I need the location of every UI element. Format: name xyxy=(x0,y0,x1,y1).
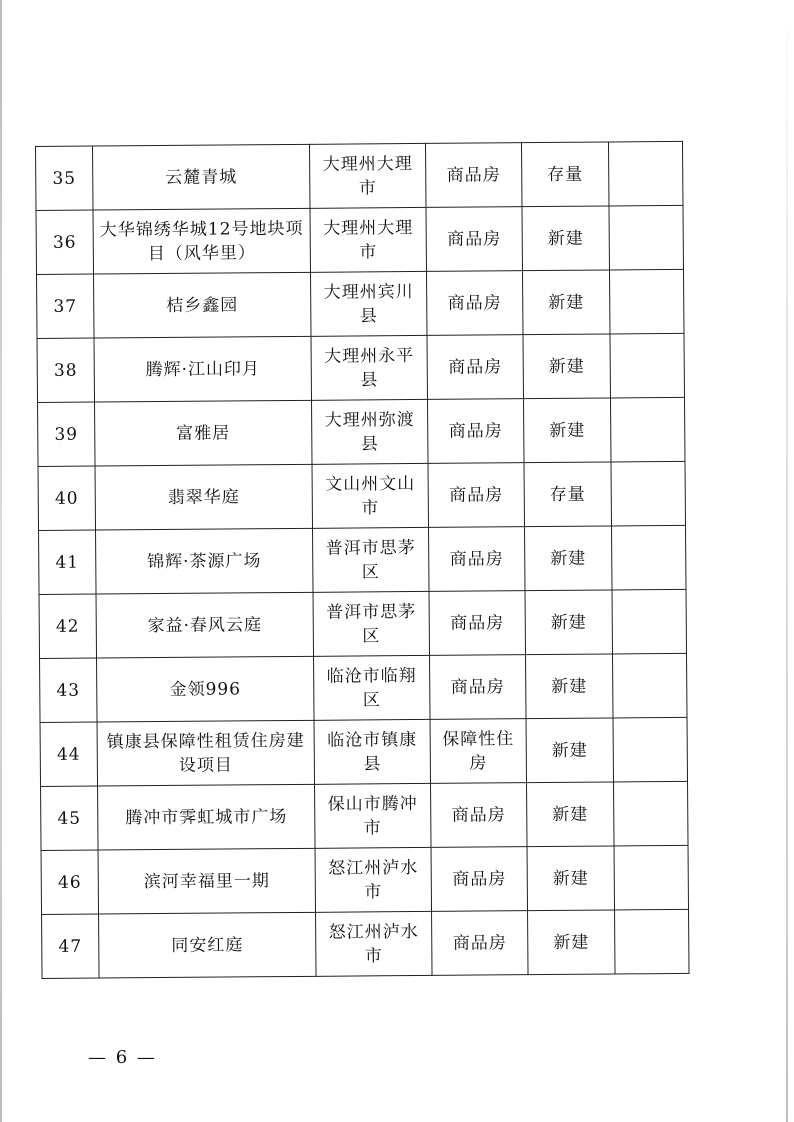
location-cell: 临沧市临翔区 xyxy=(314,655,430,720)
table-body xyxy=(36,141,690,978)
status-cell: 新建 xyxy=(527,782,614,847)
housing-type-cell: 商品房 xyxy=(425,143,521,208)
project-name-cell: 桔乡鑫园 xyxy=(94,272,311,338)
table-row xyxy=(36,141,683,210)
project-name-cell: 腾辉·江山印月 xyxy=(94,336,311,402)
row-number-cell: 42 xyxy=(39,594,97,658)
location-cell: 怒江州泸水市 xyxy=(316,911,432,976)
table-row xyxy=(40,717,687,786)
status-cell: 存量 xyxy=(521,142,608,207)
location-cell: 大理州大理市 xyxy=(310,207,426,272)
note-cell xyxy=(611,461,686,526)
status-cell: 新建 xyxy=(526,718,614,783)
note-cell xyxy=(609,269,684,334)
housing-type-cell: 商品房 xyxy=(431,847,527,912)
project-name-cell: 翡翠华庭 xyxy=(95,464,312,530)
note-cell xyxy=(614,781,689,846)
note-cell xyxy=(613,717,688,782)
location-cell: 临沧市镇康县 xyxy=(314,719,430,784)
table-row xyxy=(40,653,687,722)
location-cell: 大理州弥渡县 xyxy=(312,399,428,464)
status-cell: 新建 xyxy=(525,526,612,591)
location-cell: 大理州大理市 xyxy=(309,143,425,208)
housing-type-cell: 商品房 xyxy=(426,207,522,272)
housing-type-cell: 商品房 xyxy=(429,527,525,592)
location-cell: 保山市腾冲市 xyxy=(315,783,431,848)
project-name-cell: 云麓青城 xyxy=(93,144,310,210)
location-cell: 文山州文山市 xyxy=(312,463,428,528)
note-cell xyxy=(612,589,687,654)
row-number-cell: 47 xyxy=(42,914,100,978)
location-cell: 怒江州泸水市 xyxy=(315,847,431,912)
table-row xyxy=(41,781,688,850)
table-row xyxy=(41,845,688,914)
table-row xyxy=(42,909,689,978)
note-cell xyxy=(609,205,684,270)
status-cell: 新建 xyxy=(522,206,609,271)
status-cell: 新建 xyxy=(527,846,614,911)
page-number: — 6 — xyxy=(88,1047,157,1068)
location-cell: 大理州宾川县 xyxy=(311,271,427,336)
project-name-cell: 金领996 xyxy=(97,656,314,722)
note-cell xyxy=(614,845,689,910)
note-cell xyxy=(610,333,685,398)
note-cell xyxy=(610,397,685,462)
scan-left-edge xyxy=(0,0,2,1122)
housing-type-cell: 商品房 xyxy=(428,463,524,528)
row-number-cell: 46 xyxy=(41,850,99,914)
project-name-cell: 家益·春风云庭 xyxy=(96,592,313,658)
row-number-cell: 39 xyxy=(38,402,96,466)
housing-type-cell: 商品房 xyxy=(430,655,526,720)
table-row xyxy=(39,589,686,658)
project-name-cell: 滨河幸福里一期 xyxy=(98,848,315,914)
housing-type-cell: 商品房 xyxy=(431,783,527,848)
row-number-cell: 41 xyxy=(39,530,97,594)
location-cell: 普洱市思茅区 xyxy=(313,591,429,656)
housing-type-cell: 商品房 xyxy=(426,271,522,336)
table-row xyxy=(36,205,683,274)
status-cell: 新建 xyxy=(522,270,610,335)
table-row xyxy=(37,333,684,402)
location-cell: 普洱市思茅区 xyxy=(313,527,429,592)
note-cell xyxy=(615,909,690,974)
row-number-cell: 38 xyxy=(37,338,95,402)
status-cell: 新建 xyxy=(525,590,613,655)
note-cell xyxy=(613,653,688,718)
status-cell: 新建 xyxy=(523,334,610,399)
housing-type-cell: 保障性住房 xyxy=(430,719,526,784)
status-cell: 新建 xyxy=(523,398,611,463)
scan-right-edge xyxy=(786,0,788,1122)
row-number-cell: 43 xyxy=(40,658,98,722)
project-name-cell: 镇康县保障性租赁住房建设项目 xyxy=(97,720,314,786)
row-number-cell: 36 xyxy=(36,210,94,274)
project-name-cell: 锦辉·茶源广场 xyxy=(96,528,313,594)
project-name-cell: 大华锦绣华城12号地块项目（风华里） xyxy=(93,208,310,274)
project-name-cell: 腾冲市霁虹城市广场 xyxy=(98,784,315,850)
housing-type-cell: 商品房 xyxy=(428,399,524,464)
table-row xyxy=(39,525,686,594)
status-cell: 存量 xyxy=(524,462,611,527)
housing-type-cell: 商品房 xyxy=(427,335,523,400)
row-number-cell: 40 xyxy=(38,466,96,530)
project-name-cell: 同安红庭 xyxy=(99,912,316,978)
housing-type-cell: 商品房 xyxy=(432,911,528,976)
note-cell xyxy=(612,525,687,590)
table-row xyxy=(38,397,685,466)
row-number-cell: 35 xyxy=(36,146,94,210)
status-cell: 新建 xyxy=(528,910,616,975)
table-row xyxy=(37,269,684,338)
note-cell xyxy=(608,141,683,206)
location-cell: 大理州永平县 xyxy=(311,335,427,400)
project-name-cell: 富雅居 xyxy=(95,400,312,466)
status-cell: 新建 xyxy=(526,654,613,719)
row-number-cell: 44 xyxy=(40,722,98,786)
project-table xyxy=(35,141,690,979)
row-number-cell: 45 xyxy=(41,786,99,850)
table-row xyxy=(38,461,685,530)
housing-type-cell: 商品房 xyxy=(429,591,525,656)
row-number-cell: 37 xyxy=(37,274,95,338)
